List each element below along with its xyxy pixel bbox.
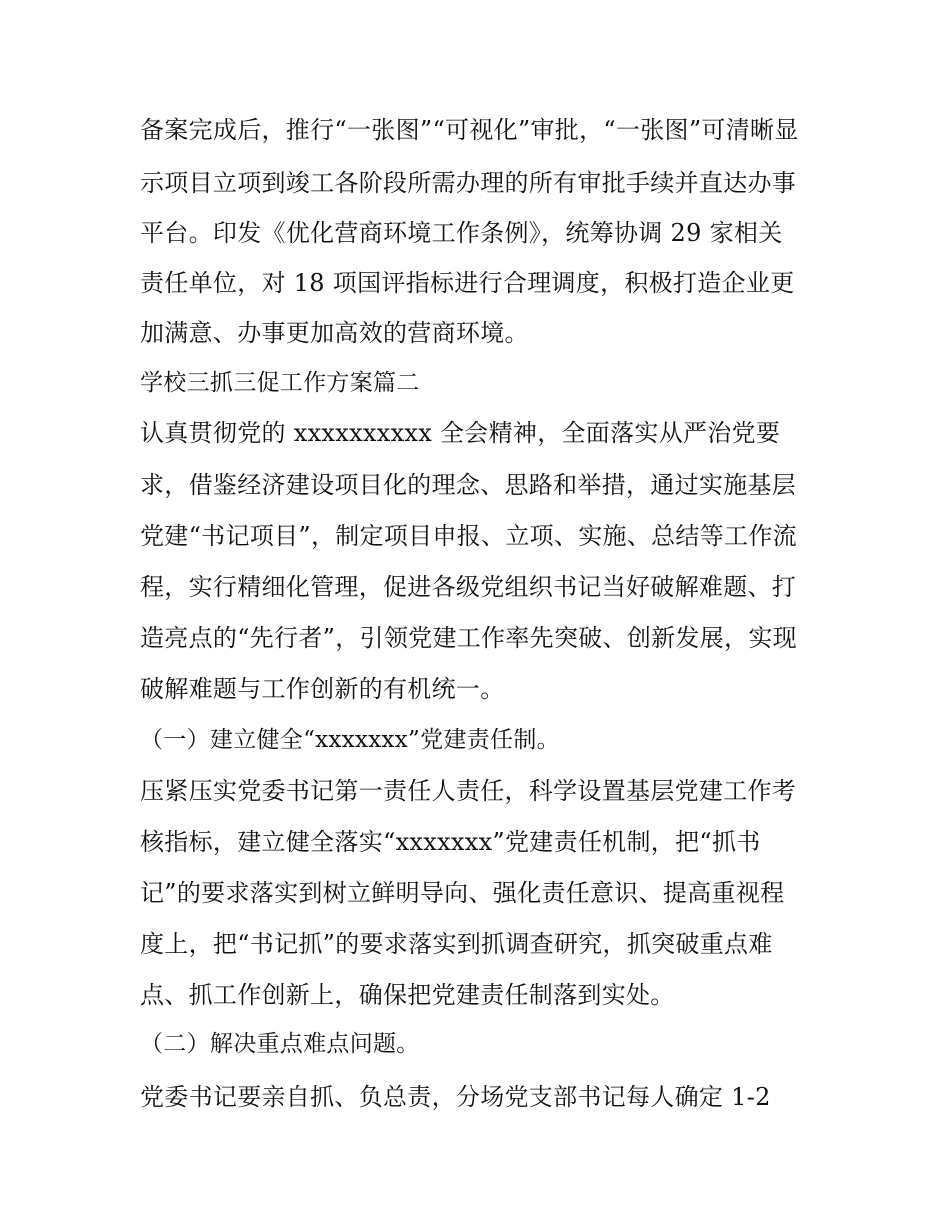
paragraph-line: 压紧压实党委书记第一责任人责任，科学设置基层党建工作考 (140, 777, 797, 805)
paragraph-line: 造亮点的“先行者”，引领党建工作率先突破、创新发展，实现 (140, 624, 797, 652)
paragraph-line: 度上，把“书记抓”的要求落实到抓调查研究，抓突破重点难 (140, 930, 773, 958)
paragraph-line: 认真贯彻党的 xxxxxxxxxx 全会精神，全面落实从严治党要 (140, 419, 781, 447)
paragraph-line: 核指标，建立健全落实“xxxxxxx”党建责任机制，把“抓书 (140, 828, 761, 856)
paragraph-line: 记”的要求落实到树立鲜明导向、强化责任意识、提高重视程 (140, 879, 785, 907)
subsection-heading: （二）解决重点难点问题。 (140, 1031, 420, 1057)
paragraph-line: 责任单位，对 18 项国评指标进行合理调度，积极打造企业更 (140, 269, 795, 297)
paragraph-line: 点、抓工作创新上，确保把党建责任制落到实处。 (140, 981, 675, 1009)
paragraph-line: 程，实行精细化管理，促进各级党组织书记当好破解难题、打 (140, 573, 797, 601)
paragraph-line: 平台。印发《优化营商环境工作条例》，统筹协调 29 家相关 (140, 219, 783, 247)
paragraph-line: 备案完成后，推行“一张图”“可视化”审批，“一张图”可清晰显 (140, 116, 799, 144)
paragraph-line: 党委书记要亲自抓、负总责，分场党支部书记每人确定 1-2 (140, 1083, 771, 1111)
paragraph-line: 求，借鉴经济建设项目化的理念、思路和举措，通过实施基层 (140, 471, 797, 499)
paragraph-line: 示项目立项到竣工各阶段所需办理的所有审批手续并直达办事 (140, 169, 797, 197)
section-heading: 学校三抓三促工作方案篇二 (140, 370, 420, 396)
paragraph-line: 破解难题与工作创新的有机统一。 (140, 675, 505, 703)
paragraph-line: 党建“书记项目”，制定项目申报、立项、实施、总结等工作流 (140, 522, 797, 550)
subsection-heading: （一）建立健全“xxxxxxx”党建责任制。 (140, 727, 560, 753)
paragraph-line: 加满意、办事更加高效的营商环境。 (140, 319, 529, 347)
